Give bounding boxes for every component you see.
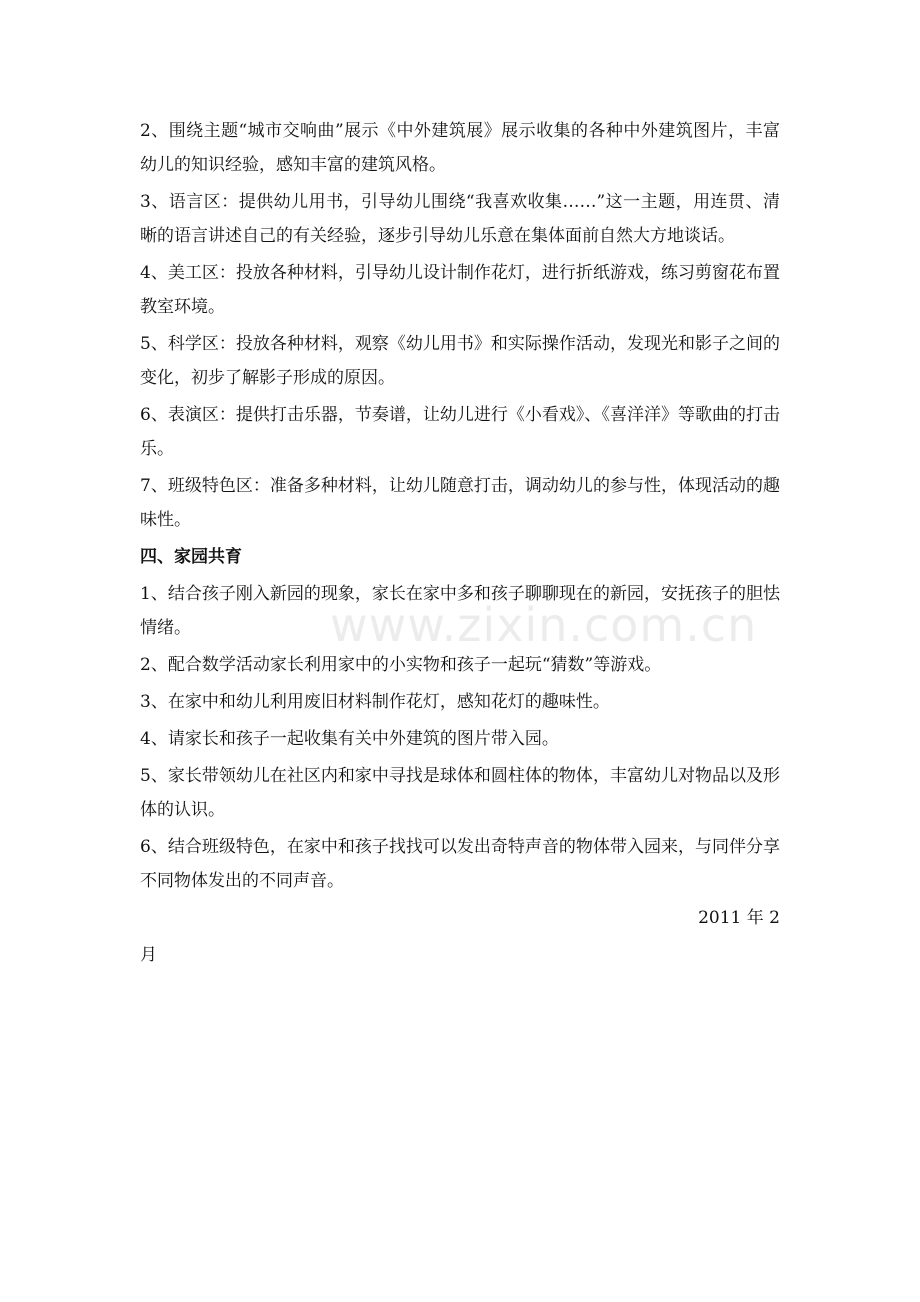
paragraph-item-5: 5、科学区：投放各种材料，观察《幼儿用书》和实际操作活动，发现光和影子之间的变化，初步了解影子形成的原因。: [140, 334, 780, 388]
document-body: [140, 114, 780, 972]
home-item-1: 1、结合孩子刚入新园的现象，家长在家中多和孩子聊聊现在的新园，安抚孩子的胆怯情绪。: [140, 584, 780, 638]
home-item-4: 4、请家长和孩子一起收集有关中外建筑的图片带入园。: [140, 729, 559, 749]
date-line: 2011 年 2: [698, 908, 780, 928]
home-item-3: 3、在家中和幼儿利用废旧材料制作花灯，感知花灯的趣味性。: [140, 692, 610, 712]
paragraph-item-3: 3、语言区：提供幼儿用书，引导幼儿围绕“我喜欢收集……”这一主题，用连贯、清晰的语言讲述自己的有关经验，逐步引导幼儿乐意在集体面前自然大方地谈话。: [140, 192, 780, 246]
month-line: 月: [140, 945, 157, 965]
paragraph-item-2: 2、围绕主题“城市交响曲”展示《中外建筑展》展示收集的各种中外建筑图片，丰富幼儿的知识经验，感知丰富的建筑风格。: [140, 121, 780, 175]
watermark: www.zixin.com.cn: [330, 598, 758, 652]
home-item-2: 2、配合数学活动家长利用家中的小实物和孩子一起玩“猜数”等游戏。: [140, 655, 662, 675]
paragraph-item-7: 7、班级特色区：准备多种材料，让幼儿随意打击，调动幼儿的参与性，体现活动的趣味性。: [140, 476, 780, 530]
home-item-6: 6、结合班级特色，在家中和孩子找找可以发出奇特声音的物体带入园来，与同伴分享不同物体发出的不同声音。: [140, 837, 780, 891]
paragraph-item-4: 4、美工区：投放各种材料，引导幼儿设计制作花灯，进行折纸游戏，练习剪窗花布置教室环境。: [140, 263, 780, 317]
section-heading: 四、家园共育: [140, 547, 242, 567]
paragraph-item-6: 6、表演区：提供打击乐器，节奏谱，让幼儿进行《小看戏》、《喜洋洋》等歌曲的打击乐。: [140, 405, 780, 459]
home-item-5: 5、家长带领幼儿在社区内和家中寻找是球体和圆柱体的物体，丰富幼儿对物品以及形体的认识。: [140, 766, 780, 820]
